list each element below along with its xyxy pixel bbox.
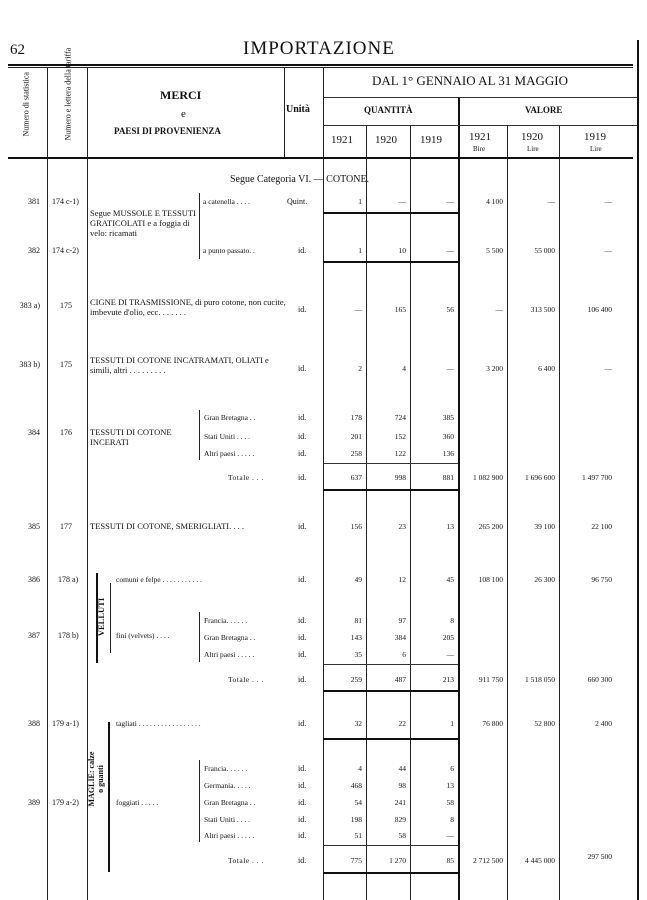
qty-1920: 241 (394, 798, 406, 807)
val-1920: 313 500 (530, 305, 555, 314)
col-divider (47, 67, 48, 900)
total-qty-1920: 1 270 (389, 856, 406, 865)
country: Gran Bretagna . . (204, 413, 256, 422)
tariff-number: 179 a-1) (52, 719, 79, 728)
header-top-rule (8, 64, 633, 66)
qty-1921: — (354, 305, 362, 314)
val-1919: 22 100 (591, 522, 612, 531)
qty-1919: 6 (450, 764, 454, 773)
tariff-number: 174 c-1) (52, 197, 79, 206)
val-1921: 4 100 (486, 197, 503, 206)
header-quantita: QUANTITÀ (364, 105, 413, 115)
page-edge (637, 40, 639, 900)
total-val-1920: 4 445 000 (525, 856, 555, 865)
val-1921: — (495, 305, 503, 314)
header-e: e (181, 108, 186, 120)
qty-1920: 4 (402, 364, 406, 373)
header-unit-v: Lire (527, 145, 539, 153)
stat-number: 386 (28, 575, 40, 584)
unit: id. (298, 781, 307, 790)
header-bottom-rule (8, 157, 633, 159)
country: Stati Uniti . . . . (204, 815, 251, 824)
qty-1919: 8 (450, 815, 454, 824)
total-val-1920: 1 518 050 (525, 675, 555, 684)
sub-item: a punto passato. . (203, 246, 255, 255)
subheader-rule (323, 125, 637, 126)
qty-1920: 23 (398, 522, 406, 531)
row-rule (323, 738, 458, 740)
total-qty-1920: 487 (394, 675, 406, 684)
total-val-1919: 297 500 (587, 852, 612, 861)
val-1921: 76 800 (482, 719, 503, 728)
country: Gran Bretagna . . (204, 633, 256, 642)
qty-1920: 97 (398, 616, 406, 625)
qty-1921: 201 (350, 432, 362, 441)
header-period: DAL 1° GENNAIO AL 31 MAGGIO (372, 73, 568, 88)
val-1920: 6 400 (538, 364, 555, 373)
unit: id. (298, 413, 307, 422)
stat-number: 383 b) (19, 360, 40, 369)
qty-1920: — (398, 197, 406, 206)
qty-1921: 1 (358, 197, 362, 206)
qty-1920: 152 (394, 432, 406, 441)
val-1920: 55 000 (534, 246, 555, 255)
header-unit-v: Lire (590, 145, 602, 153)
tariff-number: 175 (60, 301, 72, 310)
item-description: TESSUTI DI COTONE, SMERIGLIATI. . . . (90, 521, 245, 531)
val-1919: — (604, 197, 612, 206)
qty-1919: 56 (446, 305, 454, 314)
total-val-1921: 1 082 900 (473, 473, 503, 482)
qty-1921: 51 (354, 831, 362, 840)
header-year-v: 1920 (521, 131, 543, 143)
val-1920: 26 300 (534, 575, 555, 584)
header-merci: MERCI (160, 88, 202, 102)
unit: id. (298, 522, 307, 531)
qty-1919: 13 (446, 781, 454, 790)
qty-1921: 49 (354, 575, 362, 584)
total-qty-1921: 259 (350, 675, 362, 684)
brace (199, 193, 200, 259)
val-1921: 5 500 (486, 246, 503, 255)
sub-item: a catenella . . . . (203, 197, 250, 206)
col-divider (559, 125, 560, 900)
header-tariff-letter: Numero e lettera della tariffa (63, 47, 73, 141)
qty-1921: 1 (358, 246, 362, 255)
header-year-q: 1921 (331, 134, 353, 146)
qty-1921: 178 (350, 413, 362, 422)
sub-item: tagliati . . . . . . . . . . . . . . . . . (116, 719, 201, 728)
item-description: TESSUTI DI COTONE INCERATI (90, 427, 172, 447)
qty-1919: 360 (442, 432, 454, 441)
total-val-1921: 911 750 (478, 675, 503, 684)
val-1919: — (604, 364, 612, 373)
col-divider (410, 125, 411, 900)
unit: id. (298, 815, 307, 824)
total-qty-1919: 881 (442, 473, 454, 482)
val-1919: — (604, 246, 612, 255)
group-description: Segue MUSSOLE E TESSUTI GRATICOLATI e a foggia di velo: ricamati (90, 208, 196, 238)
unit: id. (298, 246, 307, 255)
qty-1919: 385 (442, 413, 454, 422)
unit: id. (298, 616, 307, 625)
qty-1921: 81 (354, 616, 362, 625)
unit: id. (298, 764, 307, 773)
total-label: Totale . . . (228, 473, 264, 482)
sub-item: comuni e felpe . . . . . . . . . . . (116, 575, 202, 584)
col-divider (366, 125, 367, 900)
country: Francia. . . . . . (204, 764, 248, 773)
unit: id. (298, 798, 307, 807)
stat-number: 384 (28, 428, 40, 437)
brace (199, 612, 200, 662)
stat-number: 389 (28, 798, 40, 807)
qty-1921: 198 (350, 815, 362, 824)
row-rule (323, 463, 458, 464)
row-rule (323, 489, 458, 491)
sub-item: fini (velvets) . . . . (116, 631, 170, 640)
item-description: CIGNE DI TRASMISSIONE, di puro cotone, non cucite, imbevute d'olio, ecc. . . . . . . (90, 297, 286, 317)
stat-number: 382 (28, 246, 40, 255)
brace (199, 760, 200, 842)
header-unit-v: Bire (473, 145, 486, 153)
tariff-number: 179 a-2) (52, 798, 79, 807)
unit: id. (298, 719, 307, 728)
stat-number: 385 (28, 522, 40, 531)
unit: id. (298, 364, 307, 373)
header-top-rule-thin (8, 67, 633, 68)
col-divider (458, 97, 460, 900)
tariff-number: 178 b) (58, 631, 79, 640)
qty-1921: 156 (350, 522, 362, 531)
group-label: VELLUTI (96, 597, 106, 637)
qty-1919: 205 (442, 633, 454, 642)
country: Altri paesi . . . . . (204, 650, 255, 659)
header-year-q: 1920 (375, 134, 397, 146)
header-year-q: 1919 (420, 134, 442, 146)
row-rule (323, 690, 458, 692)
total-label: Totale . . . (228, 675, 264, 684)
unit: id. (298, 831, 307, 840)
qty-1919: 13 (446, 522, 454, 531)
tariff-number: 178 a) (58, 575, 79, 584)
qty-1920: 12 (398, 575, 406, 584)
country: Germania. . . . . (204, 781, 251, 790)
col-divider (507, 125, 508, 900)
group-bracket (108, 722, 110, 872)
qty-1921: 468 (350, 781, 362, 790)
val-1921: 3 200 (486, 364, 503, 373)
val-1919: 96 750 (591, 575, 612, 584)
header-stat-number: Numero di statistica (21, 72, 31, 137)
qty-1921: 32 (354, 719, 362, 728)
country: Gran Bretagna . . (204, 798, 256, 807)
stat-number: 388 (28, 719, 40, 728)
qty-1919: — (446, 831, 454, 840)
qty-1920: 22 (398, 719, 406, 728)
qty-1920: 10 (398, 246, 406, 255)
qty-1920: 384 (394, 633, 406, 642)
qty-1921: 258 (350, 449, 362, 458)
unit: id. (298, 473, 307, 482)
qty-1919: — (446, 246, 454, 255)
unit: id. (298, 432, 307, 441)
col-divider (323, 67, 324, 900)
tariff-number: 174 c-2) (52, 246, 79, 255)
qty-1920: 6 (402, 650, 406, 659)
qty-1919: 58 (446, 798, 454, 807)
total-qty-1919: 213 (442, 675, 454, 684)
val-1919: 2 400 (595, 719, 612, 728)
qty-1920: 122 (394, 449, 406, 458)
page-title: IMPORTAZIONE (243, 38, 395, 59)
qty-1919: 1 (450, 719, 454, 728)
header-year-v: 1919 (584, 131, 606, 143)
val-1921: 108 100 (478, 575, 503, 584)
qty-1920: 98 (398, 781, 406, 790)
row-rule (323, 872, 458, 874)
header-unita: Unità (286, 104, 310, 115)
qty-1919: 45 (446, 575, 454, 584)
group-label: MAGLIE: calze o guanti (87, 751, 105, 807)
country: Altri paesi . . . . . (204, 831, 255, 840)
stat-number: 387 (28, 631, 40, 640)
tariff-number: 177 (60, 522, 72, 531)
unit: id. (298, 449, 307, 458)
unit: Quint. (287, 197, 308, 206)
qty-1919: — (446, 364, 454, 373)
total-label: Totale . . . (228, 856, 264, 865)
qty-1920: 165 (394, 305, 406, 314)
country: Stati Uniti . . . . (204, 432, 251, 441)
unit: id. (298, 575, 307, 584)
total-qty-1921: 775 (350, 856, 362, 865)
unit: id. (298, 633, 307, 642)
total-qty-1920: 998 (394, 473, 406, 482)
qty-1919: 8 (450, 616, 454, 625)
row-rule (323, 664, 458, 665)
row-rule (323, 212, 458, 214)
col-divider (284, 67, 285, 157)
tariff-number: 176 (60, 428, 72, 437)
row-rule (323, 261, 458, 263)
tariff-number: 175 (60, 360, 72, 369)
row-rule (323, 845, 458, 846)
total-val-1921: 2 712 500 (473, 856, 503, 865)
total-qty-1921: 637 (350, 473, 362, 482)
qty-1921: 54 (354, 798, 362, 807)
val-1921: 265 200 (478, 522, 503, 531)
qty-1919: — (446, 650, 454, 659)
unit: id. (298, 650, 307, 659)
qty-1920: 724 (394, 413, 406, 422)
total-val-1920: 1 696 600 (525, 473, 555, 482)
qty-1921: 143 (350, 633, 362, 642)
country: Altri paesi . . . . . (204, 449, 255, 458)
total-qty-1919: 85 (446, 856, 454, 865)
group-bracket-inner (110, 583, 111, 653)
qty-1921: 4 (358, 764, 362, 773)
page-number: 62 (10, 42, 25, 58)
qty-1921: 2 (358, 364, 362, 373)
brace (199, 410, 200, 460)
stat-number: 381 (28, 197, 40, 206)
val-1920: 52 800 (534, 719, 555, 728)
stat-number: 383 a) (19, 301, 40, 310)
header-valore: VALORE (525, 105, 563, 115)
qty-1920: 829 (394, 815, 406, 824)
unit: id. (298, 675, 307, 684)
country: Francia. . . . . . (204, 616, 248, 625)
item-description: TESSUTI DI COTONE INCATRAMATI, OLIATI e simili, altri . . . . . . . . . (90, 355, 269, 375)
val-1920: — (547, 197, 555, 206)
header-paesi: PAESI DI PROVENIENZA (114, 126, 221, 136)
qty-1920: 58 (398, 831, 406, 840)
sub-item: foggiati . . . . . (116, 798, 159, 807)
period-rule (323, 97, 637, 98)
val-1920: 39 100 (534, 522, 555, 531)
section-heading: Segue Categoria VI. — COTONE. (230, 174, 370, 185)
qty-1919: 136 (442, 449, 454, 458)
qty-1920: 44 (398, 764, 406, 773)
val-1919: 106 400 (587, 305, 612, 314)
qty-1921: 35 (354, 650, 362, 659)
total-val-1919: 1 497 700 (582, 473, 612, 482)
header-year-v: 1921 (469, 131, 491, 143)
unit: id. (298, 856, 307, 865)
unit: id. (298, 305, 307, 314)
total-val-1919: 660 300 (587, 675, 612, 684)
qty-1919: — (446, 197, 454, 206)
